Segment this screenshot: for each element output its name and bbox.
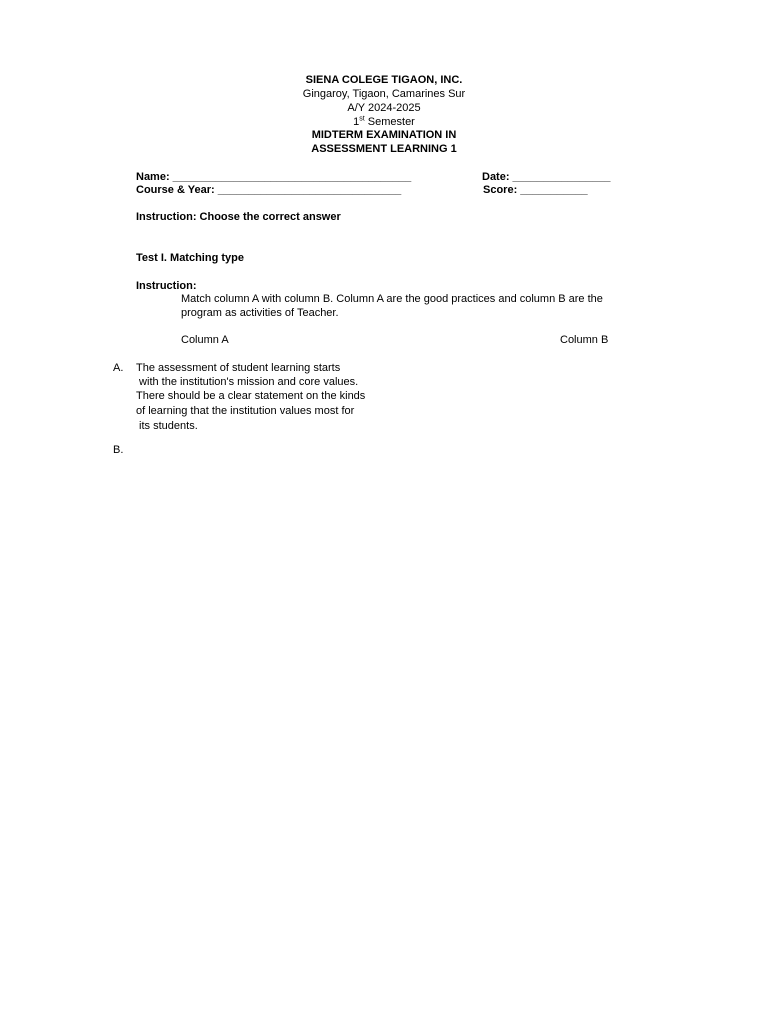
school-address: Gingaroy, Tigaon, Camarines Sur	[302, 88, 466, 100]
date-field: Date: ________________	[482, 171, 611, 183]
exam-title-line1: MIDTERM EXAMINATION IN	[311, 129, 457, 141]
item-a-line: The assessment of student learning starts	[136, 362, 341, 374]
exam-title-line2: ASSESSMENT LEARNING 1	[311, 143, 457, 155]
item-a-line: There should be a clear statement on the kinds	[136, 390, 366, 402]
semester-ordinal: st	[359, 115, 365, 123]
column-b-header: Column B	[560, 334, 609, 346]
school-name: SIENA COLEGE TIGAON, INC.	[305, 74, 463, 86]
semester-word: Semester	[364, 116, 415, 128]
test-title: Test I. Matching type	[136, 252, 244, 264]
name-field: Name: _______________________________________	[136, 171, 412, 183]
test-instruction-line2: program as activities of Teacher.	[181, 307, 339, 319]
test-instruction-line1: Match column A with column B. Column A are the good practices and column B are the	[181, 293, 603, 305]
item-b-letter: B.	[113, 444, 124, 456]
item-a-line: of learning that the institution values most for	[136, 405, 355, 417]
item-a-line: with the institution's mission and core values.	[136, 376, 359, 388]
test-instruction-label: Instruction:	[136, 280, 197, 292]
column-a-header: Column A	[181, 334, 229, 346]
main-instruction: Instruction: Choose the correct answer	[136, 211, 341, 223]
semester-number: 1	[353, 116, 360, 128]
academic-year: A/Y 2024-2025	[347, 102, 421, 114]
course-year-field: Course & Year: ______________________________	[136, 184, 402, 196]
item-a-line: its students.	[136, 420, 198, 432]
item-a-letter: A.	[113, 362, 124, 374]
semester	[0, 115, 768, 129]
score-field: Score: ___________	[483, 184, 588, 196]
